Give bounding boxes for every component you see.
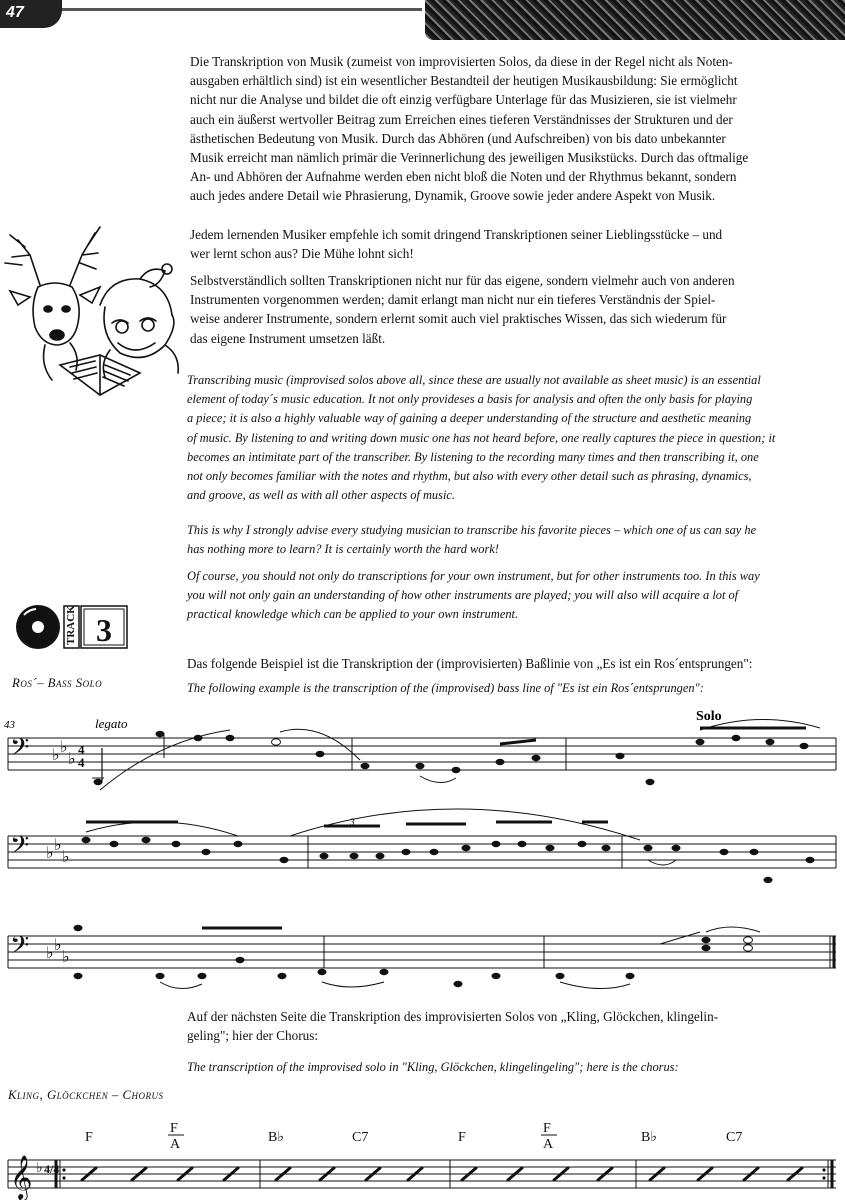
svg-text:♭: ♭ bbox=[62, 949, 70, 966]
tuplet-label: 3 bbox=[350, 817, 355, 827]
text-line: and groove, as well as with all other aspects of music. bbox=[187, 488, 455, 503]
text-line: has nothing more to learn? It is certainly worth the hard work! bbox=[187, 542, 499, 557]
svg-text:♭: ♭ bbox=[36, 1161, 43, 1176]
header-decorative-band bbox=[425, 0, 845, 40]
text-line: element of today´s music education. It not only provideses a basis for analysis and often the only basis for playing bbox=[187, 392, 753, 407]
text-line: geling"; hier der Chorus: bbox=[187, 1028, 319, 1044]
svg-text:𝄢: 𝄢 bbox=[10, 932, 30, 965]
bass-clef-icon: 𝄢 bbox=[10, 734, 30, 767]
chord-bass-label: A bbox=[543, 1137, 554, 1152]
page-number: 47 bbox=[0, 0, 62, 28]
german-paragraph-2 bbox=[190, 225, 835, 263]
svg-text:♭: ♭ bbox=[54, 837, 62, 854]
text-line: Musik erreicht man nämlich primär die Verinnerlichung des jeweiligen Musikstücks. Durch das oftmalige bbox=[190, 150, 749, 166]
text-line: Jedem lernenden Musiker empfehle ich somit dringend Transkriptionen seiner Lieblingsstücke – und bbox=[190, 227, 723, 242]
text-line: practical knowledge which can be applied to your own instrument. bbox=[187, 607, 519, 622]
english-paragraph-1 bbox=[187, 371, 835, 505]
text-line: Auf der nächsten Seite die Transkription des improvisierten Solos von „Kling, Glöckchen, klingelin- bbox=[187, 1009, 719, 1024]
chord-label: C7 bbox=[352, 1130, 369, 1145]
text-line: a piece; it is also a highly valuable way of gaining a deeper understanding of the structure and aesthetic meaning bbox=[187, 411, 752, 426]
text-line: auch jedes andere Detail wie Phrasierung, Dynamik, Groove sowie jeder andere Aspekt von Musik. bbox=[190, 188, 716, 204]
staff-2-notes bbox=[10, 822, 815, 883]
chord-label: F bbox=[543, 1121, 551, 1136]
text-line: auch ein äußerst wertvoller Beitrag zum Erreichen eines tieferen Verständnisses der Strukturen und der bbox=[190, 111, 733, 127]
header-rule bbox=[62, 8, 422, 11]
text-line: becomes an intimitate part of the transcriber. By listening to the recording many times and then transcribing it, one bbox=[187, 449, 759, 464]
staff-1-slurs bbox=[100, 719, 820, 790]
text-line: of music. By listening to and writing down music one has not heard before, one really captures the piece in question; it bbox=[187, 430, 776, 445]
track-label: TRACK bbox=[65, 605, 77, 645]
text-line: not only becomes familiar with the notes and rhythm, but also with every other detail such as phrasing, dynamics, bbox=[187, 469, 752, 484]
text-line: Instrumenten vorgenommen werden; damit erlangt man nicht nur ein tieferes Verständnis der Spiel- bbox=[190, 292, 716, 308]
english-paragraph-2 bbox=[187, 521, 835, 559]
text-line: nicht nur die Analyse und bildet die oft einzig verfügbare Unterlage für das Musizieren, sie ist vielmehr bbox=[190, 92, 737, 108]
measure-number: 43 bbox=[4, 719, 15, 731]
example1-side-label: Ros´– Bass Solo bbox=[12, 676, 103, 690]
svg-text:♭: ♭ bbox=[54, 937, 62, 954]
example2-side-label: Kling, Glöckchen – Chorus bbox=[8, 1088, 164, 1102]
example2-intro-de bbox=[187, 1007, 837, 1045]
english-paragraph-3 bbox=[187, 567, 835, 625]
text-line: Of course, you should not only do transcriptions for your own instrument, but for other instruments too. In this way bbox=[187, 569, 760, 583]
reindeer-santa-illustration bbox=[0, 205, 185, 405]
staff-3 bbox=[8, 936, 836, 968]
track-number: 3 bbox=[96, 612, 112, 648]
chorus-chord-staff bbox=[0, 1118, 845, 1200]
example1-intro-de: Das folgende Beispiel ist die Transkription der (improvisierten) Baßlinie von „Es ist ein Ros´entsprungen": bbox=[187, 656, 753, 671]
chord-label: F bbox=[85, 1130, 93, 1145]
section-marker-solo: Solo bbox=[696, 709, 722, 724]
text-line: wer lernt schon aus? Die Mühe lohnt sich! bbox=[190, 246, 414, 262]
bass-solo-score bbox=[0, 700, 845, 1000]
svg-text:♭: ♭ bbox=[62, 849, 70, 866]
svg-text:♭: ♭ bbox=[46, 845, 54, 862]
german-paragraph-3 bbox=[190, 271, 835, 348]
chord-label: F bbox=[170, 1121, 178, 1136]
svg-text:♭: ♭ bbox=[60, 739, 68, 756]
treble-clef-icon: 𝄞 bbox=[10, 1157, 33, 1199]
chord-label: B♭ bbox=[268, 1130, 284, 1145]
example2-intro-en: The transcription of the improvised solo in "Kling, Glöckchen, klingelingeling"; here is the chorus: bbox=[187, 1060, 679, 1074]
chord-label: C7 bbox=[726, 1130, 743, 1145]
text-line: Die Transkription von Musik (zumeist von improvisierten Solos, da diese in der Regel nicht als Noten- bbox=[190, 54, 733, 69]
chord-bass-label: A bbox=[170, 1137, 181, 1152]
text-line: das eigene Instrument umsetzen läßt. bbox=[190, 330, 386, 346]
text-line: This is why I strongly advise every studying musician to transcribe his favorite pieces – which one of us can say he bbox=[187, 523, 757, 537]
text-line: ästhetischen Bedeutung von Musik. Durch das Abhören (und Aufschreiben) von bis dato unbekannter bbox=[190, 130, 726, 146]
time-signature: 4/4 bbox=[44, 1162, 60, 1176]
expression-legato: legato bbox=[95, 716, 128, 731]
staff-2 bbox=[8, 836, 836, 868]
svg-text:𝄢: 𝄢 bbox=[10, 832, 30, 865]
svg-text:♭: ♭ bbox=[68, 751, 76, 768]
track-badge bbox=[14, 603, 134, 653]
svg-text:4: 4 bbox=[78, 742, 85, 757]
text-line: An- und Abhören der Aufnahme werden eben nicht bloß die Noten und der Rhythmus bekannt, sondern bbox=[190, 169, 737, 185]
chord-label: F bbox=[458, 1130, 466, 1145]
german-paragraph-1 bbox=[190, 52, 835, 206]
text-line: weise anderer Instrumente, sondern erlernt somit auch viel praktisches Wissen, das sich wiederum für bbox=[190, 311, 727, 327]
chord-label: B♭ bbox=[641, 1130, 657, 1145]
text-line: you will not only gain an understanding of how other instruments are played; you will also will acquire a lot of bbox=[187, 588, 739, 603]
text-line: Selbstverständlich sollten Transkriptionen nicht nur für das eigene, sondern vielmehr auch von anderen bbox=[190, 273, 735, 288]
svg-text:♭: ♭ bbox=[46, 945, 54, 962]
example1-intro-en: The following example is the transcription of the (improvised) bass line of "Es ist ein Ros´entsprungen": bbox=[187, 681, 704, 695]
text-line: Transcribing music (improvised solos above all, since these are usually not available as sheet music) is an essential bbox=[187, 373, 761, 387]
svg-text:4: 4 bbox=[78, 755, 85, 770]
text-line: ausgaben erhältlich sind) ist ein wesentlicher Bestandteil der heutigen Musikausbildung: Sie ermöglicht bbox=[190, 73, 738, 89]
staff-1-notes bbox=[10, 728, 809, 785]
svg-text:♭: ♭ bbox=[52, 747, 60, 764]
staff-3-notes bbox=[10, 925, 753, 987]
